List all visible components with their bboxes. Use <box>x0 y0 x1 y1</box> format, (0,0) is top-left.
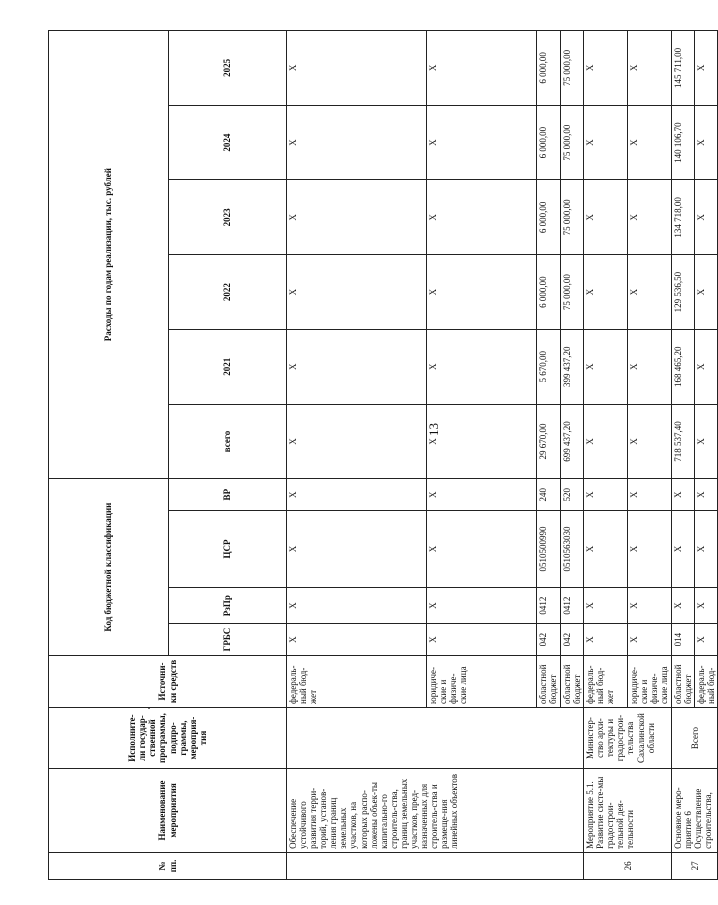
source-cell: областной бюджет <box>561 655 584 707</box>
total-cell: Х <box>695 404 718 479</box>
rzpr-cell: 0412 <box>537 588 561 624</box>
total-cell: 699 437,20 <box>561 404 584 479</box>
measure-executor <box>287 707 584 768</box>
csr-cell: Х <box>584 511 628 588</box>
header-row-1 <box>49 31 169 880</box>
csr-cell: Х <box>695 511 718 588</box>
y2021-cell: 5 670,00 <box>537 329 561 404</box>
total-cell: Х <box>584 404 628 479</box>
measure-executor: Всего <box>672 707 718 768</box>
grbs-cell: Х <box>584 624 628 656</box>
rzpr-cell: Х <box>584 588 628 624</box>
table-row <box>584 31 628 880</box>
vr-cell: Х <box>672 479 695 511</box>
y2024-cell: 140 106,70 <box>672 105 695 180</box>
total-cell: Х <box>427 404 537 479</box>
source-cell: юридиче-ские и физиче-ские лица <box>427 655 537 707</box>
total-cell: 718 537,40 <box>672 404 695 479</box>
source-cell: федераль-ный бюд- <box>695 655 718 707</box>
csr-cell: Х <box>427 511 537 588</box>
source-cell: областной бюджет <box>672 655 695 707</box>
vr-cell: Х <box>628 479 672 511</box>
header-total: всего <box>169 404 287 479</box>
measure-executor: Министер-ство архи-тектуры и градострои-тельства Сахалинской области <box>584 707 672 768</box>
y2024-cell: 6 000,00 <box>537 105 561 180</box>
row-num <box>287 852 584 879</box>
y2021-cell: 168 465,20 <box>672 329 695 404</box>
grbs-cell: Х <box>287 624 427 656</box>
header-csr: ЦСР <box>169 511 287 588</box>
vr-cell: Х <box>695 479 718 511</box>
measure-name: Мероприятие 5.1. Развитие систе-мы градострои-тельной дея-тельности <box>584 769 672 853</box>
total-cell: 29 670,00 <box>537 404 561 479</box>
source-cell: федераль-ный бюд-жет <box>584 655 628 707</box>
y2021-cell: Х <box>584 329 628 404</box>
csr-cell: 0510563030 <box>561 511 584 588</box>
grbs-cell: Х <box>628 624 672 656</box>
rzpr-cell: Х <box>287 588 427 624</box>
grbs-cell: 042 <box>537 624 561 656</box>
vr-cell: Х <box>427 479 537 511</box>
header-budget-code: Код бюджетной классификации <box>49 479 169 656</box>
rzpr-cell: Х <box>427 588 537 624</box>
measure-name: Обеспечение устойчивого развития терри-торий, установ-ления границ земельных участков, на которых распо-ложены объек-ты капитально-го строитель-ства, границ земельных участков, пред-назначенных для строитель-ства и размеще-ния линейных объектов <box>287 769 584 853</box>
header-rzpr: РзПр <box>169 588 287 624</box>
y2025-cell: Х <box>695 31 718 106</box>
page-number: 13 <box>426 423 441 436</box>
y2024-cell: Х <box>628 105 672 180</box>
y2021-cell: Х <box>287 329 427 404</box>
rotated-page <box>48 30 717 880</box>
y2023-cell: Х <box>628 180 672 255</box>
y2023-cell: 134 718,00 <box>672 180 695 255</box>
header-name: Наименование мероприятия <box>49 769 287 853</box>
csr-cell: Х <box>287 511 427 588</box>
budget-table <box>48 30 718 880</box>
y2025-cell: Х <box>584 31 628 106</box>
vr-cell: 240 <box>537 479 561 511</box>
y2023-cell: Х <box>584 180 628 255</box>
header-2023: 2023 <box>169 180 287 255</box>
table-row <box>672 31 695 880</box>
y2022-cell: Х <box>628 255 672 330</box>
y2022-cell: Х <box>695 255 718 330</box>
table-row <box>287 31 427 880</box>
y2022-cell: Х <box>427 255 537 330</box>
y2023-cell: 6 000,00 <box>537 180 561 255</box>
header-source: Источни-ки средств <box>49 655 287 707</box>
rzpr-cell: Х <box>628 588 672 624</box>
rzpr-cell: Х <box>672 588 695 624</box>
header-2022: 2022 <box>169 255 287 330</box>
y2024-cell: Х <box>287 105 427 180</box>
total-cell: Х <box>628 404 672 479</box>
header-2021: 2021 <box>169 329 287 404</box>
header-vr: ВР <box>169 479 287 511</box>
source-cell: федераль-ный бюд-жет <box>287 655 427 707</box>
vr-cell: Х <box>584 479 628 511</box>
vr-cell: 520 <box>561 479 584 511</box>
source-cell: областной бюджет <box>537 655 561 707</box>
y2023-cell: 75 000,00 <box>561 180 584 255</box>
vr-cell: Х <box>287 479 427 511</box>
rzpr-cell: Х <box>695 588 718 624</box>
y2025-cell: 6 000,00 <box>537 31 561 106</box>
y2022-cell: Х <box>584 255 628 330</box>
header-2025: 2025 <box>169 31 287 106</box>
y2025-cell: 145 711,00 <box>672 31 695 106</box>
y2023-cell: Х <box>695 180 718 255</box>
y2025-cell: 75 000,00 <box>561 31 584 106</box>
y2022-cell: 75 000,00 <box>561 255 584 330</box>
y2025-cell: Х <box>427 31 537 106</box>
grbs-cell: 014 <box>672 624 695 656</box>
y2021-cell: Х <box>695 329 718 404</box>
grbs-cell: Х <box>427 624 537 656</box>
y2025-cell: Х <box>287 31 427 106</box>
header-grbs: ГРБС <box>169 624 287 656</box>
y2021-cell: Х <box>427 329 537 404</box>
measure-name: Основное меро-приятие 6 Осуществление строительства, <box>672 769 718 853</box>
grbs-cell: Х <box>695 624 718 656</box>
y2024-cell: Х <box>584 105 628 180</box>
y2022-cell: Х <box>287 255 427 330</box>
header-expenses: Расходы по годам реализации, тыс. рублей <box>49 31 169 479</box>
y2025-cell: Х <box>628 31 672 106</box>
y2022-cell: 6 000,00 <box>537 255 561 330</box>
csr-cell: Х <box>628 511 672 588</box>
header-executor: Исполните-ли государ-ственной программы, подпро-граммы, мероприя-тия <box>49 707 287 768</box>
csr-cell: 0510500990 <box>537 511 561 588</box>
header-num: № пп. <box>49 852 287 879</box>
csr-cell: Х <box>672 511 695 588</box>
y2024-cell: Х <box>427 105 537 180</box>
source-cell: юридиче-ские и физиче-ские лица <box>628 655 672 707</box>
y2021-cell: Х <box>628 329 672 404</box>
y2024-cell: 75 000,00 <box>561 105 584 180</box>
y2023-cell: Х <box>287 180 427 255</box>
y2023-cell: Х <box>427 180 537 255</box>
row-num: 26 <box>584 852 672 879</box>
y2022-cell: 129 536,50 <box>672 255 695 330</box>
total-cell: Х <box>287 404 427 479</box>
rzpr-cell: 0412 <box>561 588 584 624</box>
y2024-cell: Х <box>695 105 718 180</box>
y2021-cell: 399 437,20 <box>561 329 584 404</box>
row-num: 27 <box>672 852 718 879</box>
header-2024: 2024 <box>169 105 287 180</box>
grbs-cell: 042 <box>561 624 584 656</box>
